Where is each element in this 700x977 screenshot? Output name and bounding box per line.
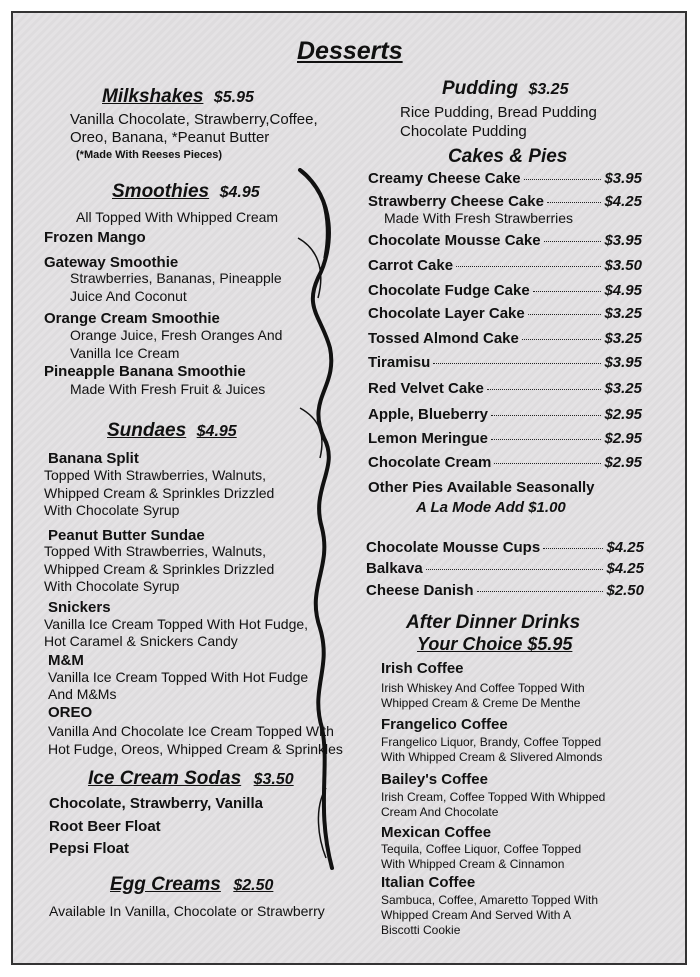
soda-item: Root Beer Float [49, 818, 161, 835]
drink-desc: Irish Cream, Coffee Topped With Whipped [381, 790, 606, 804]
cakes-pies-title: Cakes & Pies [448, 146, 568, 167]
milkshakes-title: Milkshakes [102, 86, 204, 107]
smoothie-desc: Orange Juice, Fresh Oranges And [70, 327, 283, 343]
item-desc: Made With Fresh Strawberries [384, 210, 574, 226]
soda-item: Chocolate, Strawberry, Vanilla [49, 795, 263, 812]
menu-row [368, 454, 642, 471]
item-price: $3.25 [604, 305, 642, 322]
drink-name: Irish Coffee [381, 660, 464, 677]
menu-row [368, 193, 642, 210]
smoothie-name: Pineapple Banana Smoothie [44, 363, 246, 380]
leader-dots [426, 569, 604, 570]
leader-dots [528, 314, 602, 315]
item-name: Chocolate Cream [368, 454, 492, 471]
sundae-name: Snickers [48, 599, 111, 616]
menu-row [368, 430, 642, 447]
egg-creams-heading [110, 874, 273, 896]
sundae-desc: Hot Caramel & Snickers Candy [44, 633, 238, 649]
leader-dots [494, 463, 601, 464]
menu-row [368, 354, 642, 371]
leader-dots [456, 266, 601, 267]
smoothie-name: Frozen Mango [44, 229, 146, 246]
ice-cream-sodas-price: $3.50 [253, 771, 294, 788]
menu-row [366, 539, 644, 556]
sundae-desc: Vanilla Ice Cream Topped With Hot Fudge, [44, 616, 309, 632]
item-price: $3.50 [604, 257, 642, 274]
egg-creams-price: $2.50 [233, 877, 274, 894]
pudding-heading [442, 78, 568, 100]
sundae-name: Banana Split [48, 450, 139, 467]
drink-desc: Sambuca, Coffee, Amaretto Topped With [381, 893, 599, 907]
smoothie-desc: Strawberries, Bananas, Pineapple [70, 270, 282, 286]
leader-dots [547, 202, 602, 203]
leader-dots [543, 548, 603, 549]
leader-dots [524, 179, 602, 180]
drink-name: Italian Coffee [381, 874, 476, 891]
item-name: Cheese Danish [366, 582, 474, 599]
smoothie-desc: Juice And Coconut [70, 288, 187, 304]
drink-desc: With Whipped Cream & Slivered Almonds [381, 750, 603, 764]
sundae-desc: With Chocolate Syrup [44, 578, 180, 594]
item-name: Creamy Cheese Cake [368, 170, 521, 187]
menu-row [368, 330, 642, 347]
sundae-desc: Whipped Cream & Sprinkles Drizzled [44, 485, 275, 501]
item-price: $2.95 [604, 430, 642, 447]
leader-dots [533, 291, 602, 292]
item-price: $2.95 [604, 406, 642, 423]
menu-row [368, 257, 642, 274]
leader-dots [433, 363, 601, 364]
drink-desc: Whipped Cream And Served With A [381, 908, 572, 922]
a-la-mode-note: A La Mode Add $1.00 [416, 499, 566, 516]
milkshakes-flavors-2: Oreo, Banana, *Peanut Butter [70, 129, 270, 146]
leader-dots [491, 415, 601, 416]
item-price: $3.95 [604, 170, 642, 187]
item-name: Lemon Meringue [368, 430, 489, 447]
drink-name: Frangelico Coffee [381, 716, 508, 733]
pudding-title: Pudding [442, 78, 518, 99]
leader-dots [491, 439, 601, 440]
sundaes-title: Sundaes [107, 420, 187, 441]
pudding-price: $3.25 [528, 81, 569, 98]
leader-dots [544, 241, 602, 242]
menu-row [368, 232, 642, 249]
item-name: Chocolate Fudge Cake [368, 282, 530, 299]
swirl-divider-icon [296, 168, 356, 908]
item-price: $2.95 [604, 454, 642, 471]
egg-creams-title: Egg Creams [110, 874, 221, 895]
item-name: Chocolate Mousse Cups [366, 539, 541, 556]
smoothie-name: Orange Cream Smoothie [44, 310, 220, 327]
drink-desc: Cream And Chocolate [381, 805, 499, 819]
smoothie-desc: Vanilla Ice Cream [70, 345, 180, 361]
smoothies-price: $4.95 [219, 184, 260, 201]
smoothie-name: Gateway Smoothie [44, 254, 179, 271]
drink-name: Mexican Coffee [381, 824, 492, 841]
menu-row [368, 406, 642, 423]
drink-desc: Irish Whiskey And Coffee Topped With [381, 681, 585, 695]
smoothies-subtitle: All Topped With Whipped Cream [76, 209, 279, 225]
sundae-name: M&M [48, 652, 84, 669]
item-name: Tossed Almond Cake [368, 330, 519, 347]
item-name: Strawberry Cheese Cake [368, 193, 544, 210]
menu-row [368, 170, 642, 187]
drink-name: Bailey's Coffee [381, 771, 488, 788]
menu-row [368, 305, 642, 322]
drink-desc: Frangelico Liquor, Brandy, Coffee Topped [381, 735, 602, 749]
sundae-desc: Hot Fudge, Oreos, Whipped Cream & Sprinkles [48, 741, 343, 757]
item-name: Carrot Cake [368, 257, 454, 274]
milkshakes-note: (*Made With Reeses Pieces) [76, 149, 223, 161]
sundaes-price: $4.95 [196, 423, 237, 440]
sundae-desc: Vanilla Ice Cream Topped With Hot Fudge [48, 669, 309, 685]
item-price: $4.25 [606, 560, 644, 577]
item-price: $4.95 [604, 282, 642, 299]
item-price: $2.50 [606, 582, 644, 599]
leader-dots [522, 339, 602, 340]
drinks-subtitle: Your Choice $5.95 [417, 634, 573, 654]
milkshakes-price: $5.95 [213, 89, 254, 106]
item-price: $4.25 [606, 539, 644, 556]
ice-cream-sodas-heading [88, 768, 294, 790]
smoothies-heading [112, 181, 260, 203]
leader-dots [487, 389, 602, 390]
sundaes-heading [107, 420, 237, 442]
sundae-desc: Whipped Cream & Sprinkles Drizzled [44, 561, 275, 577]
menu-row [366, 560, 644, 577]
leader-dots [477, 591, 604, 592]
item-name: Tiramisu [368, 354, 431, 371]
drink-desc: With Whipped Cream & Cinnamon [381, 857, 565, 871]
smoothie-desc: Made With Fresh Fruit & Juices [70, 381, 266, 397]
sundae-desc: With Chocolate Syrup [44, 502, 180, 518]
sundae-desc: Topped With Strawberries, Walnuts, [44, 467, 267, 483]
drink-desc: Biscotti Cookie [381, 923, 461, 937]
seasonal-note: Other Pies Available Seasonally [368, 479, 595, 496]
sundae-desc: Topped With Strawberries, Walnuts, [44, 543, 267, 559]
item-name: Apple, Blueberry [368, 406, 489, 423]
item-price: $3.25 [604, 380, 642, 397]
drink-desc: Whipped Cream & Creme De Menthe [381, 696, 581, 710]
item-price: $3.25 [604, 330, 642, 347]
sundae-name: OREO [48, 704, 93, 721]
pudding-items-1: Rice Pudding, Bread Pudding [400, 104, 597, 121]
pudding-items-2: Chocolate Pudding [400, 123, 527, 140]
sundae-desc: And M&Ms [48, 686, 117, 702]
milkshakes-flavors-1: Vanilla Chocolate, Strawberry,Coffee, [70, 111, 318, 128]
item-price: $3.95 [604, 354, 642, 371]
egg-creams-desc: Available In Vanilla, Chocolate or Strawberry [49, 903, 325, 919]
menu-row [368, 380, 642, 397]
item-name: Chocolate Mousse Cake [368, 232, 541, 249]
milkshakes-heading [102, 86, 254, 108]
drinks-title: After Dinner Drinks [406, 612, 581, 633]
item-name: Balkava [366, 560, 423, 577]
item-name: Chocolate Layer Cake [368, 305, 525, 322]
sundae-name: Peanut Butter Sundae [48, 527, 205, 544]
drink-desc: Tequila, Coffee Liquor, Coffee Topped [381, 842, 582, 856]
page-title: Desserts [297, 37, 403, 65]
menu-row [368, 282, 642, 299]
item-price: $4.25 [604, 193, 642, 210]
sundae-desc: Vanilla And Chocolate Ice Cream Topped With [48, 723, 334, 739]
soda-item: Pepsi Float [49, 840, 130, 857]
item-name: Red Velvet Cake [368, 380, 484, 397]
ice-cream-sodas-title: Ice Cream Sodas [88, 768, 242, 789]
smoothies-title: Smoothies [112, 181, 210, 202]
menu-row [366, 582, 644, 599]
item-price: $3.95 [604, 232, 642, 249]
